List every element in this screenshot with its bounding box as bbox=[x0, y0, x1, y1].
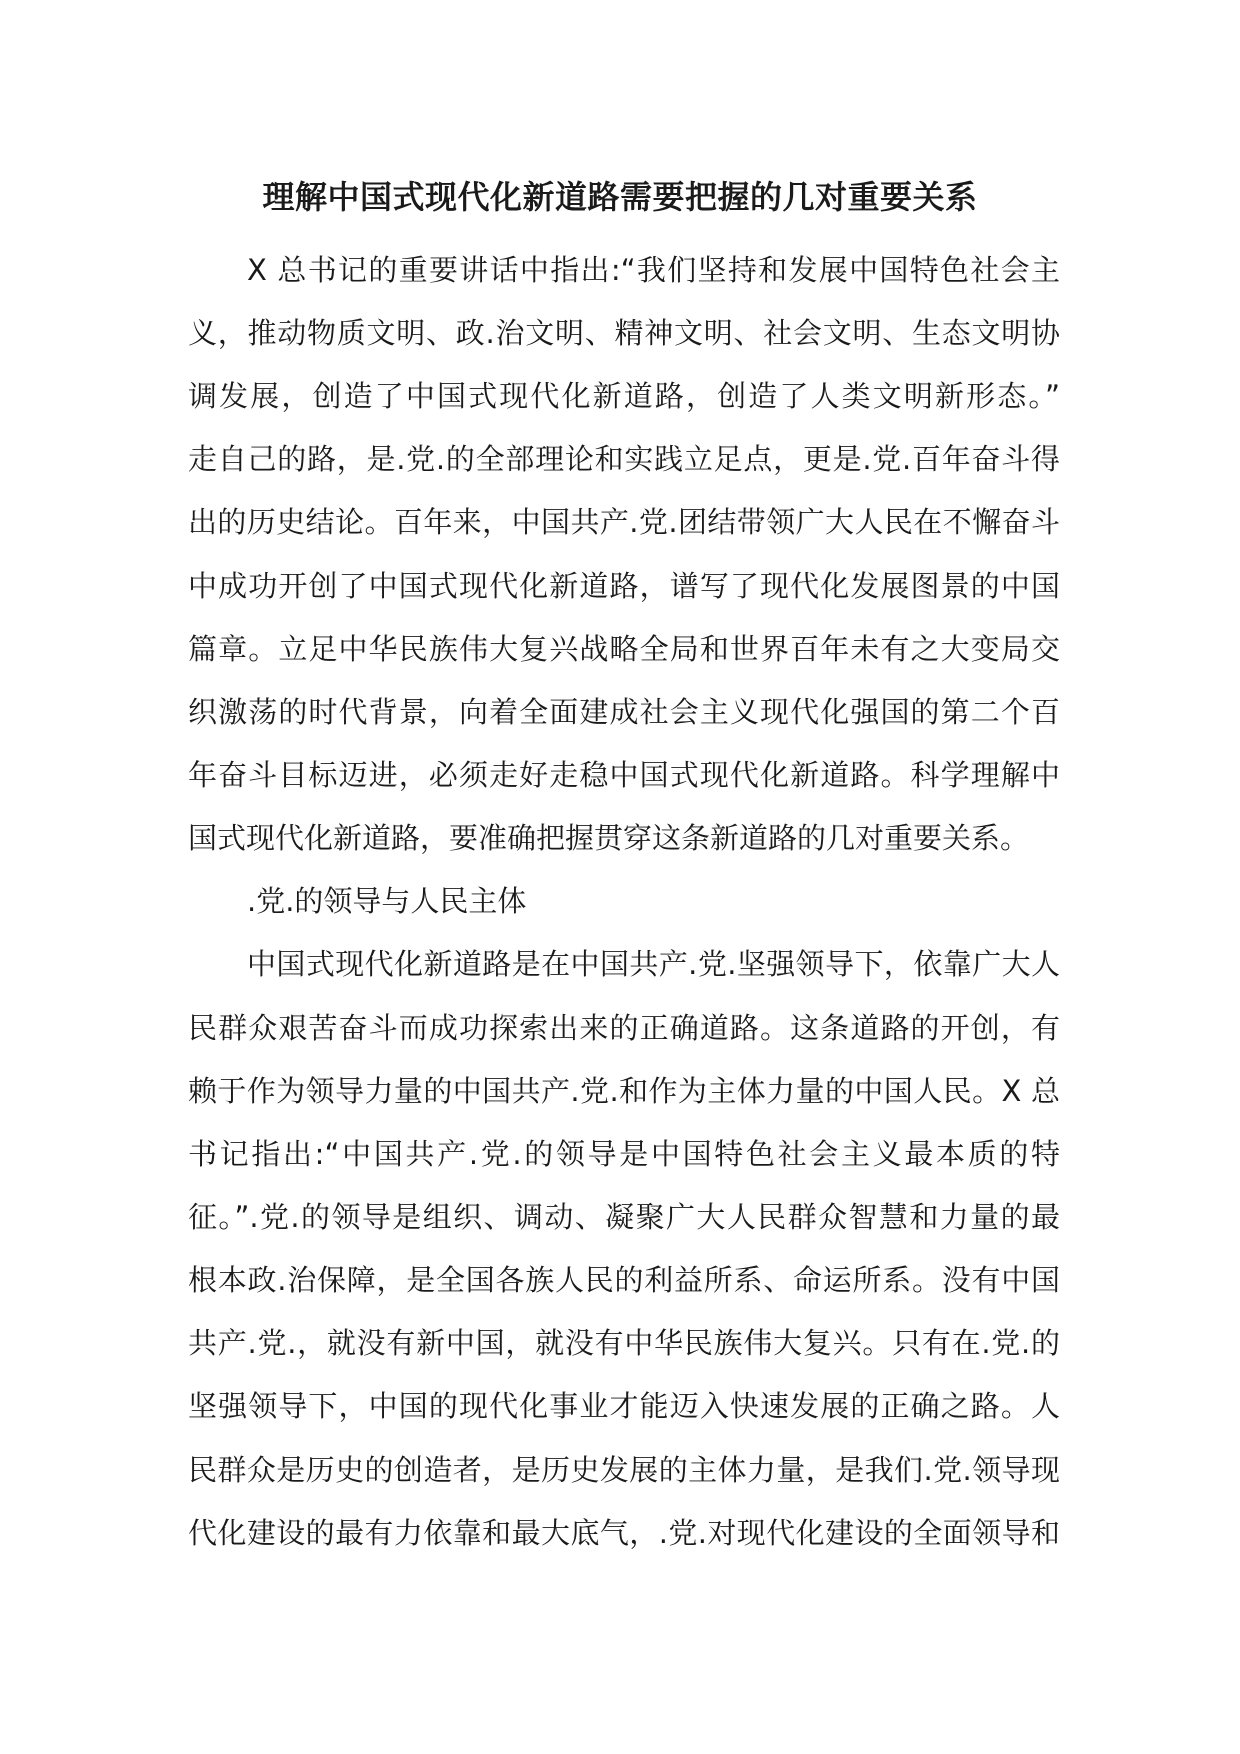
paragraph-line: 织激荡的时代背景，向着全面建成社会主义现代化强国的第二个百 bbox=[188, 695, 1060, 729]
paragraph-line: 走自己的路，是.党.的全部理论和实践立足点，更是.党.百年奋斗得 bbox=[188, 442, 1060, 476]
paragraph-line: 民群众是历史的创造者，是历史发展的主体力量，是我们.党.领导现 bbox=[188, 1453, 1060, 1487]
paragraph-line: 出的历史结论。百年来，中国共产.党.团结带领广大人民在不懈奋斗 bbox=[188, 505, 1060, 539]
paragraph-line: 民群众艰苦奋斗而成功探索出来的正确道路。这条道路的开创，有 bbox=[188, 1011, 1060, 1045]
paragraph-line: 征。”.党.的领导是组织、调动、凝聚广大人民群众智慧和力量的最 bbox=[188, 1200, 1060, 1234]
paragraph-line: 共产.党.，就没有新中国，就没有中华民族伟大复兴。只有在.党.的 bbox=[188, 1326, 1060, 1360]
paragraph-line: 中国式现代化新道路是在中国共产.党.坚强领导下，依靠广大人 bbox=[247, 947, 1060, 981]
paragraph-line: 坚强领导下，中国的现代化事业才能迈入快速发展的正确之路。人 bbox=[188, 1389, 1060, 1423]
paragraph-line: X 总书记的重要讲话中指出:“我们坚持和发展中国特色社会主 bbox=[247, 253, 1060, 287]
paragraph-line: 代化建设的最有力依靠和最大底气，.党.对现代化建设的全面领导和 bbox=[188, 1516, 1060, 1550]
section-heading: .党.的领导与人民主体 bbox=[247, 884, 527, 918]
paragraph-line: 义，推动物质文明、政.治文明、精神文明、社会文明、生态文明协 bbox=[188, 316, 1060, 350]
paragraph-line: 调发展，创造了中国式现代化新道路，创造了人类文明新形态。” bbox=[188, 379, 1060, 413]
paragraph-line: 国式现代化新道路，要准确把握贯穿这条新道路的几对重要关系。 bbox=[188, 821, 1030, 855]
paragraph-line: 根本政.治保障，是全国各族人民的利益所系、命运所系。没有中国 bbox=[188, 1263, 1060, 1297]
paragraph-line: 年奋斗目标迈进，必须走好走稳中国式现代化新道路。科学理解中 bbox=[188, 758, 1060, 792]
paragraph-line: 篇章。立足中华民族伟大复兴战略全局和世界百年未有之大变局交 bbox=[188, 632, 1060, 666]
document-title: 理解中国式现代化新道路需要把握的几对重要关系 bbox=[262, 178, 978, 216]
paragraph-line: 书记指出:“中国共产.党.的领导是中国特色社会主义最本质的特 bbox=[188, 1137, 1060, 1171]
paragraph-line: 中成功开创了中国式现代化新道路，谱写了现代化发展图景的中国 bbox=[188, 569, 1060, 603]
paragraph-line: 赖于作为领导力量的中国共产.党.和作为主体力量的中国人民。X 总 bbox=[188, 1074, 1060, 1108]
